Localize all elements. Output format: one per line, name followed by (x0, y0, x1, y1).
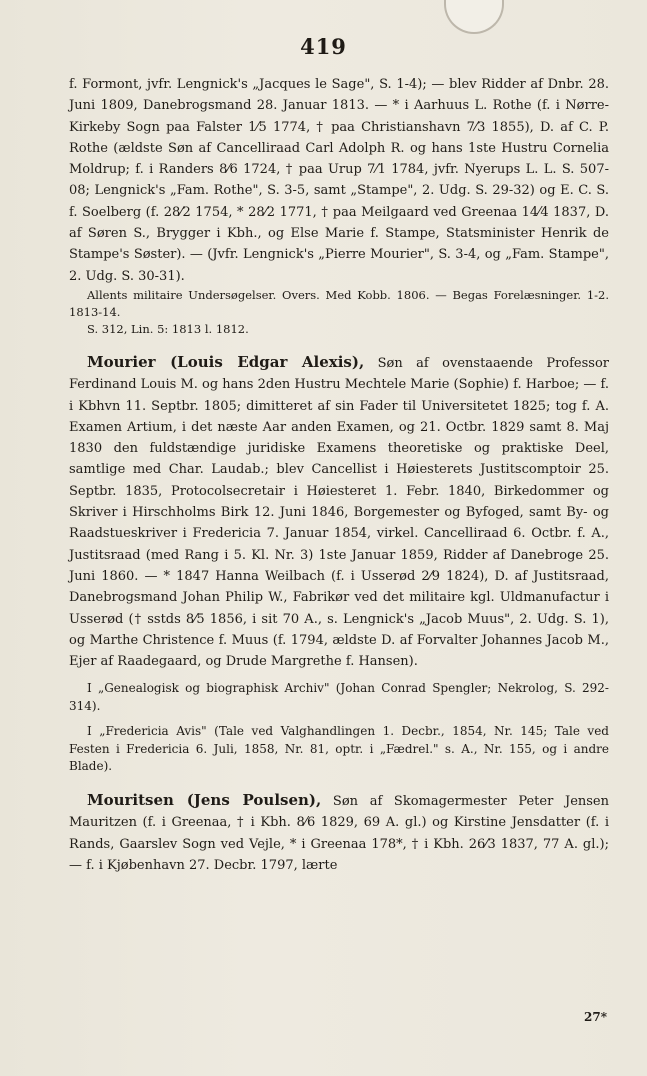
entry-mourier (69, 352, 609, 672)
entry-mouritsen (69, 790, 609, 876)
page-content (69, 74, 609, 876)
entry-mourier-heading: Mourier (Louis Edgar Alexis), (87, 352, 365, 371)
page-tab-mark (444, 0, 504, 34)
entry-continued-text: f. Formont, jvfr. Lengnick's „Jacques le Sage", S. 1-4); — blev Ridder af Dnbr. 28. Juni 1809, Danebrogsmand 28. Januar 1813. — * i Aarhuus L. Rothe (f. i Nørre-Kirkeby Sogn paa Falster 1⁄5 1774, † paa Christianshavn 7⁄3 1855), D. af C. P. Rothe (ældste Søn af Cancelliraad Carl Adolph R. og hans 1ste Hustru Cornelia Moldrup; f. i Randers 8⁄6 1724, † paa Urup 7⁄1 1784, jvfr. Nyerups L. L. S. 507-08; Lengnick's „Fam. Rothe", S. 3-5, samt „Stampe", 2. Udg. S. 29-32) og E. C. S. f. Soelberg (f. 28⁄2 1754, * 28⁄2 1771, † paa Meilgaard ved Greenaa 14⁄4 1837, D. af Søren S., Brygger i Kbh., og Else Marie f. Stampe, Statsminister Henrik de Stampe's Søster). — (Jvfr. Lengnick's „Pierre Mourier", S. 3-4, og „Fam. Stampe", 2. Udg. S. 30-31). (69, 77, 609, 284)
entry-continued-note-correction: S. 312, Lin. 5: 1813 l. 1812. (87, 321, 249, 336)
sheet-signature: 27* (584, 1010, 607, 1024)
entry-mourier-note-archive: I „Genealogisk og biographisk Archiv" (Johan Conrad Spengler; Nekrolog, S. 292-314). (69, 681, 609, 713)
entry-mourier-note-avis: I „Fredericia Avis" (Tale ved Valghandlingen 1. Decbr., 1854, Nr. 145; Tale ved Festen i Fredericia 6. Juli, 1858, Nr. 81, optr. i „Fædrel." s. A., Nr. 155, og i andre Blade). (69, 724, 609, 774)
entry-mouritsen-heading: Mouritsen (Jens Poulsen), (87, 790, 322, 809)
entry-mouritsen-text: Søn af Skomagermester Peter Jensen Mauritzen (f. i Greenaa, † i Kbh. 8⁄6 1829, 69 A. gl.) og Kirstine Jensdatter (f. i Rands, Gaarslev Sogn ved Vejle, * i Greenaa 178*, † i Kbh. 26⁄3 1837, 77 A. gl.); — f. i Kjøbenhavn 27. Decbr. 1797, lærte (69, 793, 609, 873)
page-number: 419 (300, 34, 347, 59)
entry-continued-note-works: Allents militaire Undersøgelser. Overs. Med Kobb. 1806. — Begas Forelæsninger. 1-2. 1813-14. (69, 287, 609, 319)
entry-mourier-text: Søn af ovenstaaende Professor Ferdinand Louis M. og hans 2den Hustru Mechtele Marie (Sophie) f. Harboe; — f. i Kbhvn 11. Septbr. 1805; dimitteret af sin Fader til Universitetet 1825; tog f. A. Examen Artium, i det næste Aar anden Examen, og 21. Octbr. 1829 samt 8. Maj 1830 den fuldstændige juridiske Examens theoretiske og praktiske Deel, samtlige med Char. Laudab.; blev Cancellist i Høiesterets Justitscomptoir 25. Septbr. 1835, Protocolsecretair i Høiesteret 1. Febr. 1840, Birkedommer og Skriver i Hirschholms Birk 12. Juni 1846, Borgemester og Byfoged, samt By- og Raadstueskriver i Fredericia 7. Januar 1854, virkel. Cancelliraad 6. Octbr. f. A., Justitsraad (med Rang i 5. Kl. Nr. 3) 1ste Januar 1859, Ridder af Danebroge 25. Juni 1860. — * 1847 Hanna Weilbach (f. i Usserød 2⁄9 1824), D. af Justitsraad, Danebrogsmand Johan Philip W., Fabrikør ved det militaire kgl. Uldmanufactur i Usserød († sstds 8⁄5 1856, i sit 70 A., s. Lengnick's „Jacob Muus", 2. Udg. S. 1), og Marthe Christence f. Muus (f. 1794, ældste D. af Forvalter Johannes Jacob M., Ejer af Raadegaard, og Drude Margrethe f. Hansen). (69, 355, 609, 670)
